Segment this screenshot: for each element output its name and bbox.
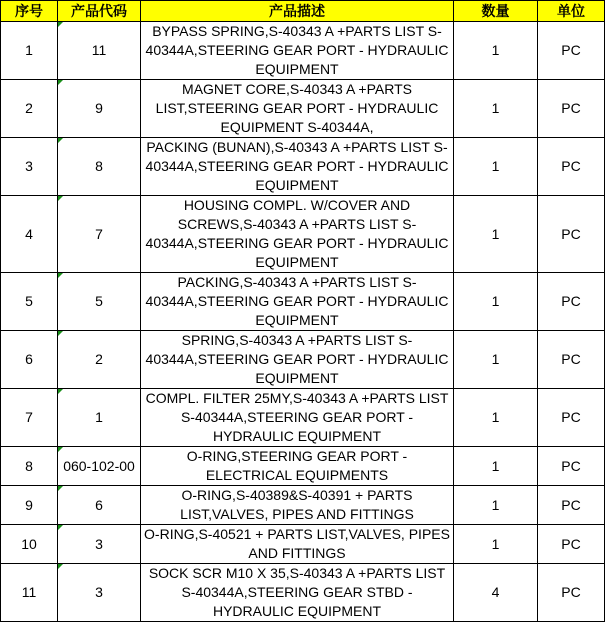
cell-code: 11 [58,22,141,80]
cell-code: 8 [58,138,141,196]
cell-description: O-RING,S-40521 + PARTS LIST,VALVES, PIPES AND FITTINGS [141,525,454,564]
cell-no: 6 [1,331,58,389]
cell-quantity: 1 [454,138,538,196]
table-row [1,273,605,331]
cell-code: 6 [58,486,141,525]
cell-code: 9 [58,80,141,138]
cell-code: 5 [58,273,141,331]
table-row [1,486,605,525]
cell-description: BYPASS SPRING,S-40343 A +PARTS LIST S-40344A,STEERING GEAR PORT - HYDRAULIC EQUIPMENT [141,22,454,80]
cell-no: 5 [1,273,58,331]
cell-unit: PC [538,138,605,196]
cell-code: 2 [58,331,141,389]
header-quantity: 数量 [454,1,538,22]
header-row [1,1,605,22]
cell-unit: PC [538,564,605,622]
cell-quantity: 1 [454,273,538,331]
table-row [1,80,605,138]
cell-description: HOUSING COMPL. W/COVER AND SCREWS,S-40343 A +PARTS LIST S-40344A,STEERING GEAR PORT - HYDRAULIC EQUIPMENT [141,196,454,273]
cell-quantity: 1 [454,525,538,564]
cell-code: 7 [58,196,141,273]
header-no: 序号 [1,1,58,22]
header-description: 产品描述 [141,1,454,22]
table-row [1,138,605,196]
table-row [1,525,605,564]
cell-quantity: 1 [454,22,538,80]
cell-unit: PC [538,525,605,564]
table-row [1,196,605,273]
cell-quantity: 1 [454,80,538,138]
cell-description: PACKING (BUNAN),S-40343 A +PARTS LIST S-40344A,STEERING GEAR PORT - HYDRAULIC EQUIPMENT [141,138,454,196]
cell-code: 3 [58,564,141,622]
cell-no: 2 [1,80,58,138]
cell-no: 1 [1,22,58,80]
cell-description: O-RING,S-40389&S-40391 + PARTS LIST,VALVES, PIPES AND FITTINGS [141,486,454,525]
table-row [1,564,605,622]
cell-no: 9 [1,486,58,525]
cell-unit: PC [538,389,605,447]
cell-quantity: 1 [454,389,538,447]
header-code: 产品代码 [58,1,141,22]
cell-quantity: 1 [454,486,538,525]
cell-unit: PC [538,80,605,138]
cell-description: SOCK SCR M10 X 35,S-40343 A +PARTS LIST S-40344A,STEERING GEAR STBD - HYDRAULIC EQUIPMENT [141,564,454,622]
cell-no: 11 [1,564,58,622]
cell-quantity: 1 [454,447,538,486]
cell-no: 4 [1,196,58,273]
cell-quantity: 1 [454,196,538,273]
cell-unit: PC [538,273,605,331]
cell-no: 10 [1,525,58,564]
cell-unit: PC [538,196,605,273]
cell-unit: PC [538,447,605,486]
cell-description: COMPL. FILTER 25MY,S-40343 A +PARTS LIST S-40344A,STEERING GEAR PORT - HYDRAULIC EQUIPMENT [141,389,454,447]
cell-description: MAGNET CORE,S-40343 A +PARTS LIST,STEERING GEAR PORT - HYDRAULIC EQUIPMENT S-40344A, [141,80,454,138]
table-row [1,331,605,389]
cell-no: 3 [1,138,58,196]
header-unit: 单位 [538,1,605,22]
cell-no: 8 [1,447,58,486]
cell-description: PACKING,S-40343 A +PARTS LIST S-40344A,STEERING GEAR PORT - HYDRAULIC EQUIPMENT [141,273,454,331]
cell-code: 1 [58,389,141,447]
cell-description: SPRING,S-40343 A +PARTS LIST S-40344A,STEERING GEAR PORT - HYDRAULIC EQUIPMENT [141,331,454,389]
cell-code: 060-102-00 [58,447,141,486]
cell-quantity: 4 [454,564,538,622]
table-row [1,389,605,447]
cell-unit: PC [538,22,605,80]
cell-code: 3 [58,525,141,564]
cell-unit: PC [538,486,605,525]
cell-description: O-RING,STEERING GEAR PORT - ELECTRICAL EQUIPMENTS [141,447,454,486]
cell-unit: PC [538,331,605,389]
cell-no: 7 [1,389,58,447]
table-row [1,22,605,80]
table-row [1,447,605,486]
cell-quantity: 1 [454,331,538,389]
